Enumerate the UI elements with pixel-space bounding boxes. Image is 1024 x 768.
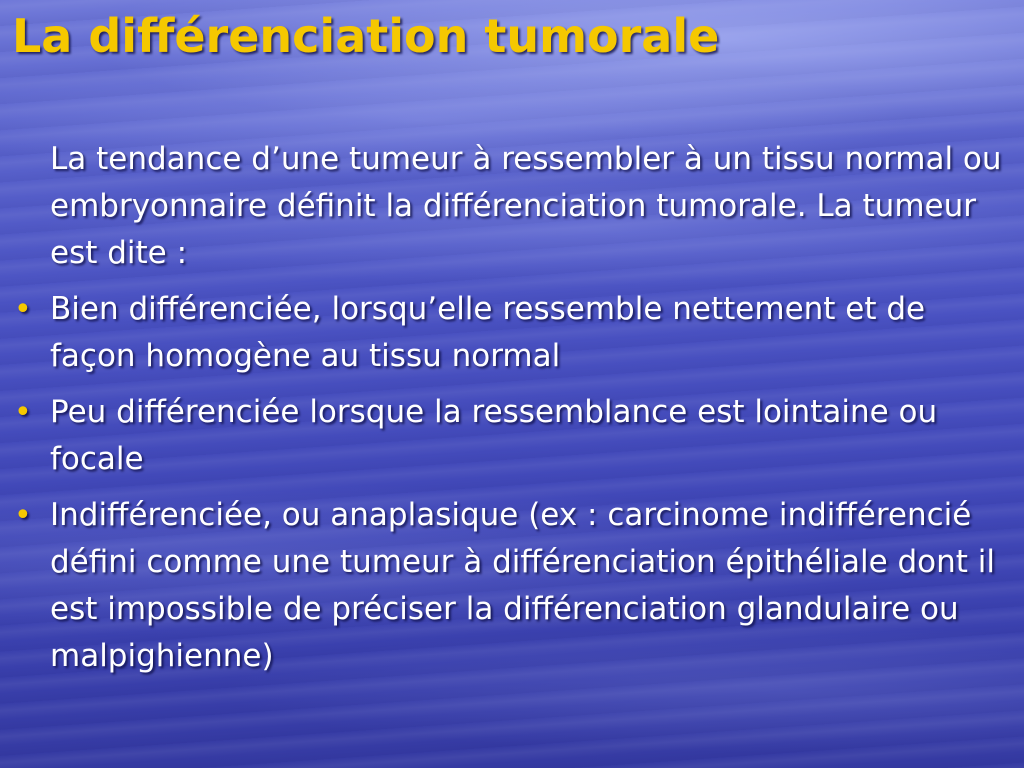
bullet-icon: •	[14, 292, 32, 327]
bullet-text: Indifférenciée, ou anaplasique (ex : carcinome indifférencié défini comme une tumeur à différenciation épithéliale dont il est impossible de préciser la différenciation glandulaire ou malpighienne)	[50, 497, 996, 674]
bullet-icon: •	[14, 498, 32, 533]
bullet-text: Bien différenciée, lorsqu’elle ressemble nettement et de façon homogène au tissu normal	[50, 291, 926, 374]
slide-title: La différenciation tumorale	[12, 9, 720, 63]
slide-body	[14, 136, 1004, 689]
bullet-item-undifferentiated	[14, 492, 1004, 680]
bullet-text: Peu différenciée lorsque la ressemblance est lointaine ou focale	[50, 394, 938, 477]
bullet-item-poorly-differentiated	[14, 389, 1004, 483]
bullet-item-well-differentiated	[14, 286, 1004, 380]
intro-paragraph: La tendance d’une tumeur à ressembler à un tissu normal ou embryonnaire définit la différenciation tumorale. La tumeur est dite :	[50, 141, 1002, 271]
bullet-icon: •	[14, 395, 32, 430]
